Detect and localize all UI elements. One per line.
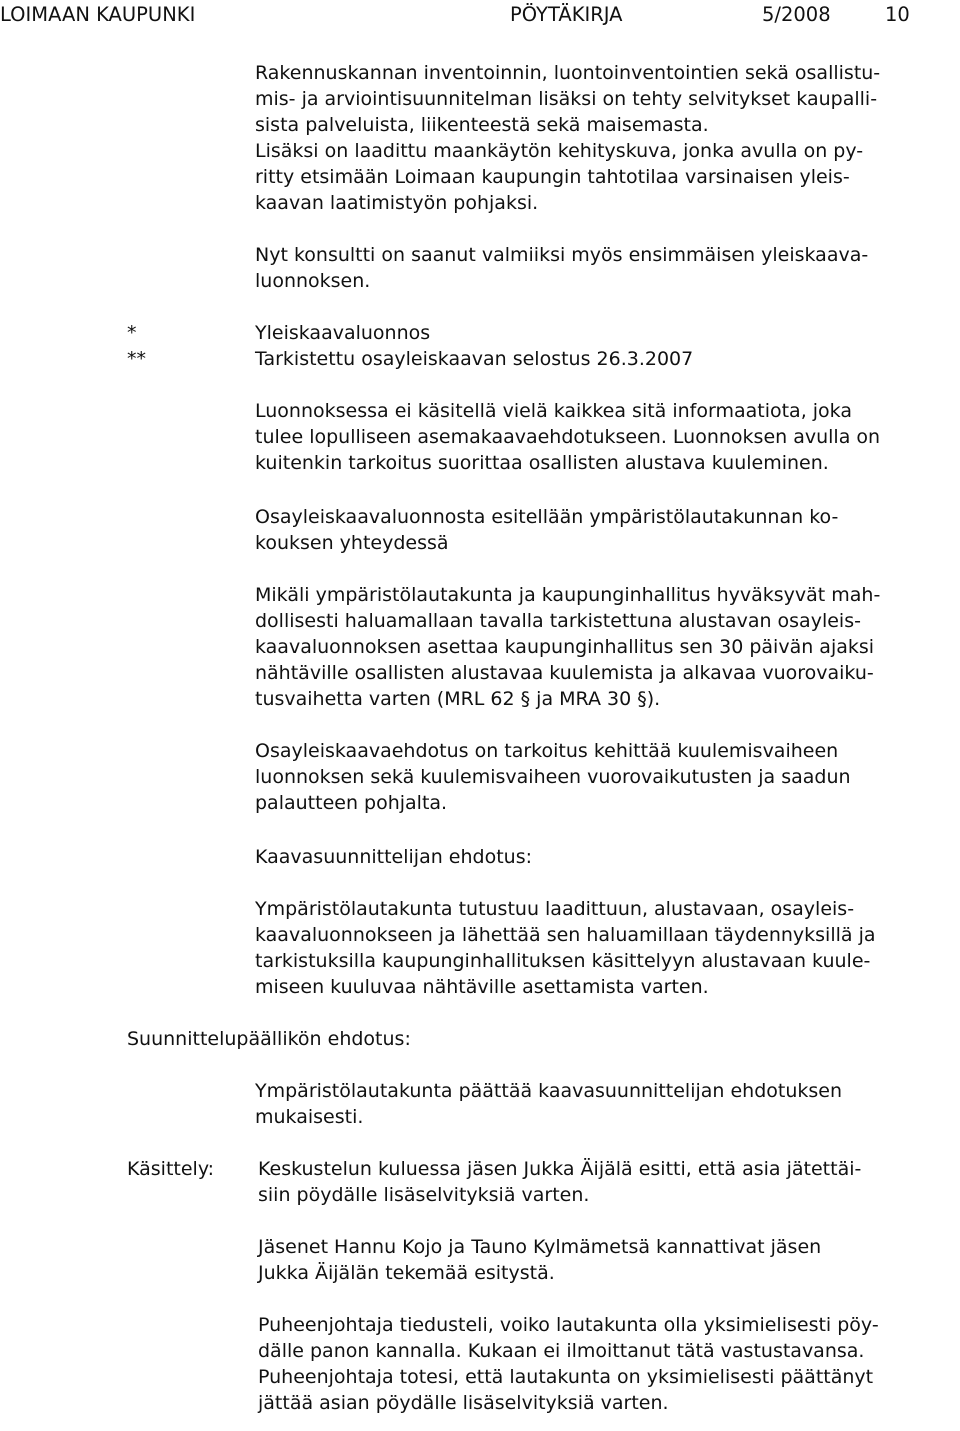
text-line: Osayleiskaavaluonnosta esitellään ympäristölautakunnan ko- — [255, 506, 839, 528]
text-line: dollisesti haluamallaan tavalla tarkistettuna alustavan osayleis- — [255, 610, 861, 632]
text-line: Keskustelun kuluessa jäsen Jukka Äijälä esitti, että asia jätettäi- — [258, 1158, 862, 1180]
planner-proposal-heading: Kaavasuunnittelijan ehdotus: — [255, 846, 533, 868]
chief-proposal-heading: Suunnittelupäällikön ehdotus: — [127, 1028, 411, 1050]
organization-name: LOIMAAN KAUPUNKI — [0, 3, 196, 26]
text-line: Lisäksi on laadittu maankäytön kehityskuva, jonka avulla on py- — [255, 140, 864, 162]
document-type: PÖYTÄKIRJA — [510, 3, 623, 26]
attachment-marker: * — [127, 322, 137, 344]
text-line: luonnoksen. — [255, 270, 371, 292]
text-line: siin pöydälle lisäselvityksiä varten. — [258, 1184, 590, 1206]
page-header — [0, 3, 960, 27]
text-line: Puheenjohtaja totesi, että lautakunta on yksimielisesti päättänyt — [258, 1366, 874, 1388]
text-line: tusvaihetta varten (MRL 62 § ja MRA 30 §). — [255, 688, 661, 710]
text-line: tarkistuksilla kaupunginhallituksen käsittelyyn alustavaan kuule- — [255, 950, 871, 972]
text-line: Mikäli ympäristölautakunta ja kaupunginhallitus hyväksyvät mah- — [255, 584, 881, 606]
text-line: Jukka Äijälän tekemää esitystä. — [258, 1262, 555, 1284]
text-line: kuitenkin tarkoitus suorittaa osallisten alustava kuuleminen. — [255, 452, 829, 474]
text-line: ritty etsimään Loimaan kaupungin tahtotilaa varsinaisen yleis- — [255, 166, 850, 188]
document-number: 5/2008 — [762, 3, 831, 26]
text-line: kouksen yhteydessä — [255, 532, 449, 554]
text-line: Rakennuskannan inventoinnin, luontoinventointien sekä osallistu- — [255, 62, 881, 84]
text-line: mis- ja arviointisuunnitelman lisäksi on tehty selvitykset kaupalli- — [255, 88, 878, 110]
page-number: 10 — [885, 3, 910, 26]
text-line: miseen kuuluvaa nähtäville asettamista varten. — [255, 976, 709, 998]
handling-heading: Käsittely: — [127, 1158, 215, 1180]
text-line: Ympäristölautakunta tutustuu laadittuun, alustavaan, osayleis- — [255, 898, 855, 920]
text-line: sista palveluista, liikenteestä sekä maisemasta. — [255, 114, 709, 136]
text-line: Osayleiskaavaehdotus on tarkoitus kehittää kuulemisvaiheen — [255, 740, 839, 762]
text-line: nähtäville osallisten alustavaa kuulemista ja alkavaa vuorovaiku- — [255, 662, 874, 684]
text-line: Ympäristölautakunta päättää kaavasuunnittelijan ehdotuksen — [255, 1080, 843, 1102]
text-line: palautteen pohjalta. — [255, 792, 448, 814]
text-line: tulee lopulliseen asemakaavaehdotukseen. Luonnoksen avulla on — [255, 426, 881, 448]
text-line: Puheenjohtaja tiedusteli, voiko lautakunta olla yksimielisesti pöy- — [258, 1314, 879, 1336]
text-line: kaavaluonnokseen ja lähettää sen haluamillaan täydennyksillä ja — [255, 924, 876, 946]
attachment-marker: ** — [127, 348, 146, 370]
attachment-link-yleiskaavaluonnos[interactable]: Yleiskaavaluonnos — [255, 322, 431, 344]
text-line: mukaisesti. — [255, 1106, 364, 1128]
text-line: kaavan laatimistyön pohjaksi. — [255, 192, 539, 214]
text-line: luonnoksen sekä kuulemisvaiheen vuorovaikutusten ja saadun — [255, 766, 851, 788]
text-line: jättää asian pöydälle lisäselvityksiä varten. — [258, 1392, 669, 1414]
text-line: Luonnoksessa ei käsitellä vielä kaikkea sitä informaatiota, joka — [255, 400, 852, 422]
text-line: dälle panon kannalla. Kukaan ei ilmoittanut tätä vastustavansa. — [258, 1340, 865, 1362]
text-line: Nyt konsultti on saanut valmiiksi myös ensimmäisen yleiskaava- — [255, 244, 869, 266]
attachment-link-selostus[interactable]: Tarkistettu osayleiskaavan selostus 26.3.2007 — [255, 348, 694, 370]
text-line: kaavaluonnoksen asettaa kaupunginhallitus sen 30 päivän ajaksi — [255, 636, 875, 658]
text-line: Jäsenet Hannu Kojo ja Tauno Kylmämetsä kannattivat jäsen — [258, 1236, 822, 1258]
